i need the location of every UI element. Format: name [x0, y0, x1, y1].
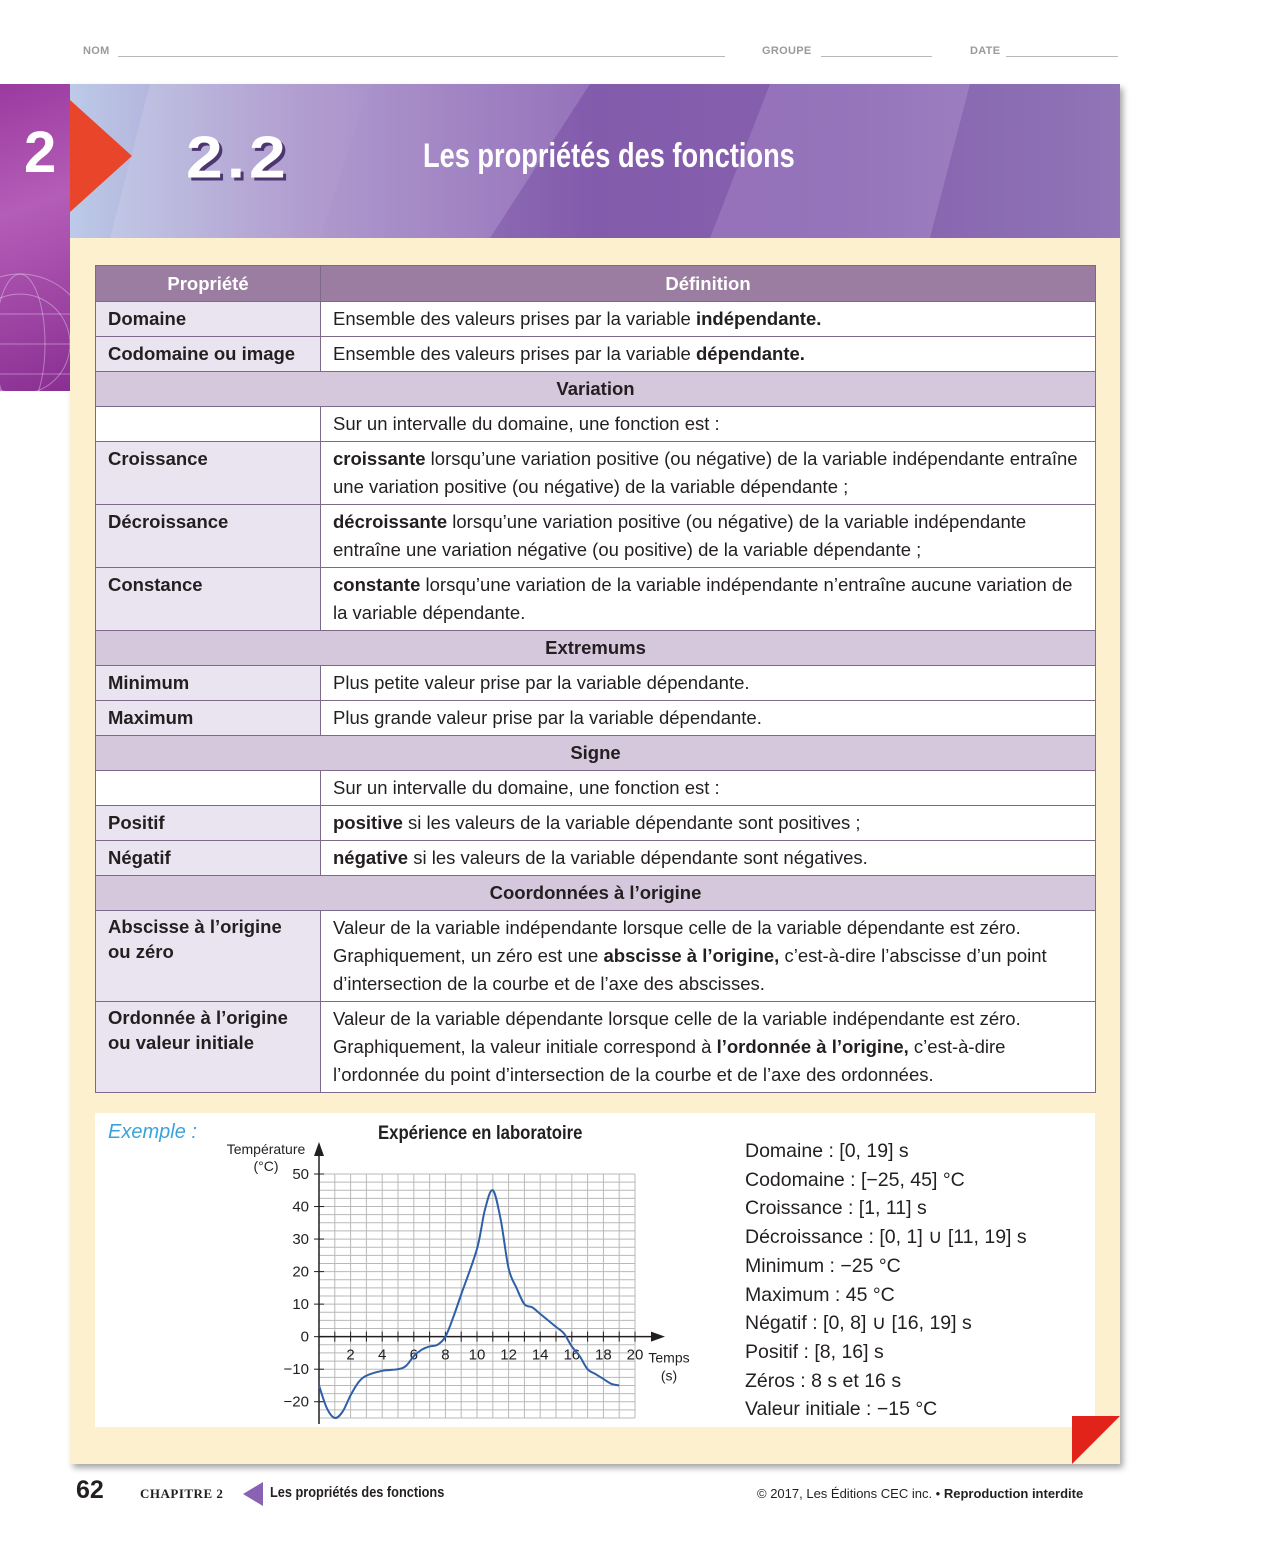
definition-cell: Sur un intervalle du domaine, une fonction est :: [321, 407, 1096, 442]
definition-cell: constante lorsqu’une variation de la variable indépendante n’entraîne aucune variation de la variable dépendante.: [321, 568, 1096, 631]
property-label: Négatif: [96, 841, 321, 876]
x-tick-label: 18: [595, 1346, 612, 1364]
nom-line: [118, 56, 725, 57]
property-label: Ordonnée à l’origine ou valeur initiale: [96, 1002, 321, 1093]
table-row: [96, 442, 1096, 505]
section-heading-extremums: Extremums: [96, 631, 1096, 666]
summary-line: Domaine : [0, 19] s: [745, 1140, 909, 1162]
x-tick-label: 10: [468, 1346, 486, 1364]
definition-cell: positive si les valeurs de la variable dépendante sont positives ;: [321, 806, 1096, 841]
property-label: Positif: [96, 806, 321, 841]
summary-line: Négatif : [0, 8] ∪ [16, 19] s: [745, 1312, 972, 1335]
table-row: [96, 701, 1096, 736]
y-axis-title: Température: [226, 1141, 306, 1157]
section-row: [96, 372, 1096, 407]
section-row: [96, 631, 1096, 666]
y-axis-unit: (°C): [253, 1158, 279, 1174]
table-row: [96, 666, 1096, 701]
property-label: Décroissance: [96, 505, 321, 568]
table-row: [96, 1002, 1096, 1093]
summary-line: Positif : [8, 16] s: [745, 1340, 884, 1363]
y-tick-label: 50: [292, 1166, 309, 1183]
footer-chapter-title: Les propriétés des fonctions: [270, 1484, 445, 1501]
footer-chapter-label: CHAPITRE 2: [140, 1486, 224, 1501]
y-axis-arrow-icon: [314, 1142, 324, 1156]
table-row: [96, 771, 1096, 806]
column-header-property: Propriété: [96, 266, 321, 302]
x-tick-label: 4: [378, 1346, 387, 1364]
y-tick-label: 30: [292, 1231, 309, 1249]
properties-table: [95, 265, 1096, 1093]
y-tick-label: 10: [292, 1296, 309, 1314]
property-label: Croissance: [96, 442, 321, 505]
date-label: DATE: [970, 45, 1001, 57]
property-label: Constance: [96, 568, 321, 631]
y-tick-label: −20: [283, 1393, 309, 1411]
empty-cell: [96, 771, 321, 806]
x-tick-label: 8: [441, 1346, 450, 1364]
x-tick-label: 6: [409, 1346, 418, 1364]
groupe-line: [821, 56, 932, 57]
summary-line: Maximum : 45 °C: [745, 1283, 895, 1306]
temperature-chart: [225, 1136, 705, 1428]
section-number: 2.2: [186, 123, 290, 191]
property-label: Maximum: [96, 701, 321, 736]
chart-title: Expérience en laboratoire: [378, 1123, 583, 1144]
table-row: [96, 302, 1096, 337]
summary-line: Zéros : 8 s et 16 s: [745, 1369, 902, 1392]
definition-cell: Ensemble des valeurs prises par la variable dépendante.: [321, 337, 1096, 372]
section-heading-signe: Signe: [96, 736, 1096, 771]
table-header-row: [96, 266, 1096, 302]
table-row: [96, 568, 1096, 631]
example-summary: [745, 1137, 1027, 1424]
empty-cell: [96, 407, 321, 442]
section-heading-variation: Variation: [96, 372, 1096, 407]
chapter-number: 2: [24, 120, 57, 185]
table-row: [96, 337, 1096, 372]
definition-cell: Valeur de la variable dépendante lorsque celle de la variable indépendante est zéro. Graphiquement, la valeur initiale correspond à l’ordonnée à l’origine, c’est-à-dire l’ordonnée du point d’intersection de la courbe et de l’axe des ordonnées.: [321, 1002, 1096, 1093]
footer-triangle-icon: [243, 1482, 263, 1506]
property-label: Minimum: [96, 666, 321, 701]
summary-line: Croissance : [1, 11] s: [745, 1197, 927, 1220]
section-row: [96, 736, 1096, 771]
x-tick-label: 16: [563, 1346, 581, 1364]
chapter-arrow-icon: [70, 100, 132, 212]
section-title: Les propriétés des fonctions: [423, 137, 795, 175]
nom-label: NOM: [83, 45, 110, 57]
y-tick-label: 40: [292, 1198, 309, 1216]
summary-line: Valeur initiale : −15 °C: [745, 1398, 938, 1421]
date-line: [1006, 56, 1118, 57]
table-row: [96, 841, 1096, 876]
definition-cell: croissante lorsqu’une variation positive (ou négative) de la variable indépendante entraîne une variation positive (ou négative) de la variable dépendante ;: [321, 442, 1096, 505]
x-axis-arrow-icon: [651, 1332, 665, 1342]
x-tick-label: 2: [346, 1346, 355, 1364]
property-label: Domaine: [96, 302, 321, 337]
groupe-label: GROUPE: [762, 45, 812, 57]
definition-cell: décroissante lorsqu’une variation positive (ou négative) de la variable indépendante entraîne une variation négative (ou positive) de la variable dépendante ;: [321, 505, 1096, 568]
definition-cell: Plus grande valeur prise par la variable dépendante.: [321, 701, 1096, 736]
summary-line: Décroissance : [0, 1] ∪ [11, 19] s: [745, 1226, 1027, 1249]
definition-cell: négative si les valeurs de la variable dépendante sont négatives.: [321, 841, 1096, 876]
property-label: Abscisse à l’origine ou zéro: [96, 911, 321, 1002]
table-row: [96, 911, 1096, 1002]
summary-line: Codomaine : [−25, 45] °C: [745, 1168, 965, 1191]
column-header-definition: Définition: [321, 266, 1096, 302]
x-tick-label: 14: [531, 1346, 549, 1364]
table-row: [96, 806, 1096, 841]
y-tick-label: 20: [292, 1263, 309, 1281]
definition-cell: Valeur de la variable indépendante lorsque celle de la variable dépendante est zéro. Graphiquement, un zéro est une abscisse à l’origine, c’est-à-dire l’abscisse d’un point d’intersection de la courbe et de l’axe des abscisses.: [321, 911, 1096, 1002]
example-label: Exemple :: [108, 1121, 197, 1143]
summary-line: Minimum : −25 °C: [745, 1254, 901, 1277]
section-heading-coordonnees: Coordonnées à l’origine: [96, 876, 1096, 911]
definition-cell: Plus petite valeur prise par la variable dépendante.: [321, 666, 1096, 701]
section-row: [96, 876, 1096, 911]
y-tick-label: 0: [300, 1328, 309, 1346]
property-label: Codomaine ou image: [96, 337, 321, 372]
x-axis-title: Temps: [648, 1349, 690, 1366]
y-tick-label: −10: [283, 1361, 309, 1379]
page-number: 62: [76, 1476, 104, 1504]
x-tick-label: 20: [626, 1346, 644, 1364]
footer-copyright: © 2017, Les Éditions CEC inc. • Reproduction interdite: [757, 1486, 1084, 1501]
table-row: [96, 407, 1096, 442]
x-tick-label: 12: [500, 1346, 517, 1364]
page-corner-decoration: [1072, 1416, 1120, 1464]
x-axis-unit: (s): [660, 1367, 678, 1384]
table-row: [96, 505, 1096, 568]
definition-cell: Sur un intervalle du domaine, une fonction est :: [321, 771, 1096, 806]
definition-cell: Ensemble des valeurs prises par la variable indépendante.: [321, 302, 1096, 337]
